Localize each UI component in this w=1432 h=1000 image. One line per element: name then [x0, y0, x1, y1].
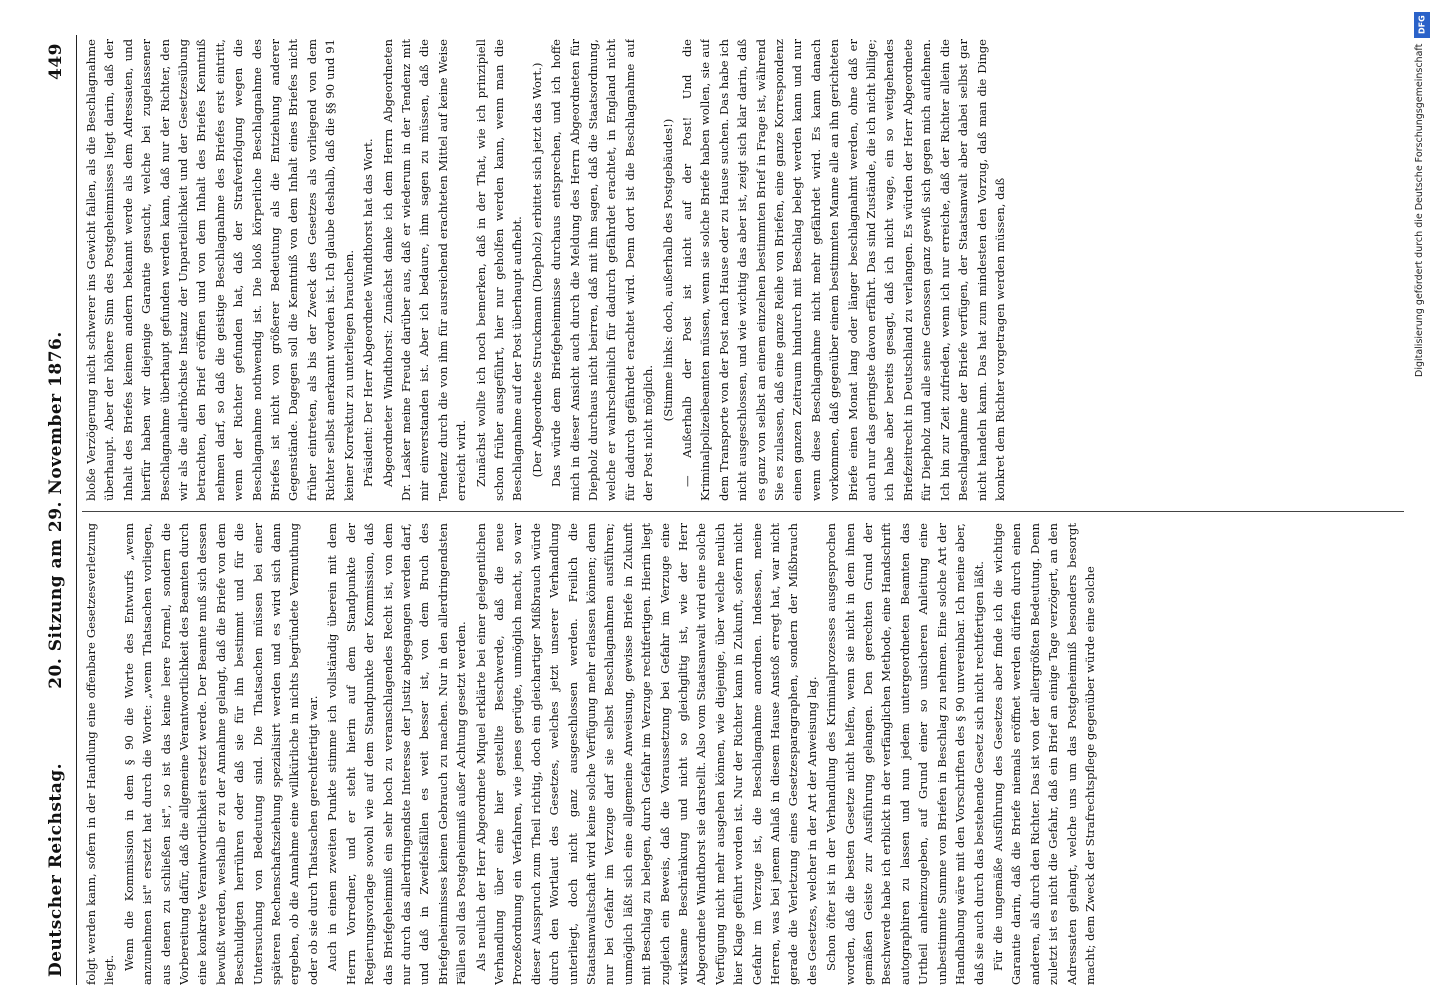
- paragraph: Wenn die Kommission in dem § 90 die Worte des Entwurfs „wenn anzunehmen ist" ersetzt hat durch die Worte: „wenn Thatsachen vorliegen, aus denen zu schließen ist", so ist das keine leere Formel, sondern die Vorbereitung dafür, daß die allgemeine Verantwortlichkeit des Beamten durch eine konkrete Verantwortlichkeit ersetzt werde. Der Beamte muß sich dessen bewußt werden, weshalb er zu der Annahme gelangt, daß die Briefe von dem Beschuldigten herrühren oder daß sie für ihn bestimmt und für die Untersuchung von Bedeutung sind. Die Thatsachen müssen bei einer späteren Rechenschaftsziehung spezialisirt werden und es wird sich dann ergeben, ob die Annahme eine willkürliche in nichts begründete Vermuthung oder ob sie durch Thatsachen gerechtfertigt war.: [121, 523, 320, 985]
- header-page-number: 449: [46, 43, 66, 80]
- paragraph: Auch in einem zweiten Punkte stimme ich vollständig überein mit dem Herrn Vorredner, und er steht hierin auf dem Standpunkte der Regierungsvorlage sowohl wie auf dem Standpunkte der Kommission, daß das Briefgeheimniß ein sehr hoch zu veranschlagendes Recht ist, von dem nur durch das allerdringendste Interesse der Justiz abgegangen werden darf, und daß in Zweifelsfällen es weit besser ist, von dem Bruch des Briefgeheimnisses keinen Gebrauch zu machen. Nur in den allerdringendsten Fällen soll das Postgeheimniß außer Achtung gesetzt werden.: [325, 523, 469, 985]
- paragraph: Als neulich der Herr Abgeordnete Miquel erklärte bei einer gelegentlichen Verhandlung über eine hier gestellte Beschwerde, daß die neue Prozeßordnung ein Verfahren, wie jenes gerügte, unmöglich macht, so war dieser Ausspruch zum Theil richtig, doch ein gleichartiger Mißbrauch würde durch den Wortlaut des Gesetzes, welches jetzt unserer Verhandlung unterliegt, doch nicht ganz ausgeschlossen werden. Freilich die Staatsanwaltschaft wird keine solche Verfügung mehr erlassen können; denn nur bei Gefahr im Verzuge darf sie selbst Beschlagnahmen ausführen; unmöglich läßt sich eine allgemeine Anweisung, gewisse Briefe in Zukunft mit Beschlag zu belegen, durch Gefahr im Verzuge rechtfertigen. Hierin liegt zugleich ein Beweis, daß die Voraussetzung bei Gefahr im Verzuge eine wirksame Beschränkung und nicht so gleichgiltig ist, wie der Herr Abgeordnete Windthorst sie darstellt. Also vom Staatsanwalt wird eine solche Verfügung nicht mehr ausgehen können, wie diejenige, über welche neulich hier Klage geführt worden ist. Nur der Richter kann in Zukunft, sofern nicht Gefahr im Verzuge ist, die Beschlagnahme anordnen. Indessen, meine Herren, was bei jenem Anlaß in diesem Hause Anstoß erregt hat, war nicht gerade die Verletzung eines Gesetzesparagraphen, sondern der Mißbrauch des Gesetzes, welcher in der Art der Anweisung lag.: [473, 523, 819, 985]
- speaker-paragraph: Abgeordneter Windthorst: Zunächst danke ich dem Herrn Abgeordneten Dr. Lasker meine Freude darüber aus, daß er wiederum in der Tendenz mit mir einverstanden ist. Aber ich bedaure, ihm sagen zu müssen, daß die Tendenz durch die von ihm für ausreichend erachteten Mittel auf keine Weise erreicht wird.: [380, 39, 469, 501]
- text-column-left: [82, 523, 1408, 985]
- column-divider: [82, 511, 1404, 512]
- paragraph: Das würde dem Briefgeheimnisse durchaus entsprechen, und ich hoffe mich in dieser Ansicht auch durch die Meldung des Herrn Abgeordneten für Diepholz durchaus nicht beirren, daß mit ihm sagen, daß die Staatsordnung, welche er wahrscheinlich für dadurch gefährdet erachtet, in England nicht für dadurch gefährdet erachtet wird. Denn dort ist die Beschlagnahme auf der Post nicht möglich.: [549, 39, 656, 501]
- stage-direction: (Der Abgeordnete Struckmann (Diepholz) erbittet sich jetzt das Wort.): [529, 62, 544, 478]
- paragraph: Für die ungemäße Ausführung des Gesetzes aber finde ich die wichtige Garantie darin, daß die Briefe niemals eröffnet werden dürfen durch einen anderen, als durch den Richter. Das ist von der allergrößten Bedeutung. Denn zuletzt ist es nicht die Gefahr, daß ein Brief an einige Tage verzögert, an den Adressaten gelangt, welche uns um das Postgeheimniß besonders besorgt macht; dem Zweck der Strafrechtspflege gegenüber würde eine solche: [990, 523, 1097, 985]
- funding-credit: Digitalisierung gefördert durch die Deutsche Forschungsgemeinschaft: [1414, 44, 1425, 378]
- header-session: 20. Sitzung am 29. November 1876.: [46, 331, 66, 689]
- paragraph: bloße Verzögerung nicht schwerer ins Gewicht fallen, als die Beschlagnahme überhaupt. Aber der höhere Sinn des Postgeheimnisses liegt darin, daß der Inhalt des Briefes keinem andern bekannt werde als dem Adressaten, und hierfür haben wir diejenige Garantie gesucht, welche bei zugelassener Beschlagnahme überhaupt gefunden werden kann, daß nur der Richter, den wir als die allerhöchste Instanz der Unparteilichkeit und der Gesetzesübung betrachten, den Brief eröffnen und von dem Inhalt des Briefes Kenntniß nehmen darf, so daß die geistige Beschlagnahme des Briefes erst eintritt, wenn der Richter gefunden hat, daß der Strafverfolgung wegen die Beschlagnahme nothwendig ist. Die bloß körperliche Beschlagnahme des Briefes ist nicht von größerer Bedeutung als die Entziehung anderer Gegenstände. Dagegen soll die Kenntniß von dem Inhalt eines Briefes nicht früher eintreten, als bis der Zweck des Gesetzes als vorliegend von dem Richter selbst anerkannt worden ist. Ich glaube deshalb, daß die §§ 90 und 91 keiner Korrektur zu unterliegen brauchen.: [84, 39, 356, 501]
- paragraph: folgt werden kann, sofern in der Handlung eine offenbare Gesetzesverletzung liegt.: [84, 523, 117, 985]
- interjection: (Stimme links: doch, außerhalb des Postgebäudes!): [660, 118, 675, 422]
- speaker-paragraph: Präsident: Der Herr Abgeordnete Windthorst hat das Wort.: [361, 138, 376, 487]
- paragraph: Schon öfter ist in der Verhandlung des Kriminalprozesses ausgesprochen worden, daß die besten Gesetze nicht helfen, wenn sie nicht in dem ihnen gemäßen Geiste zur Ausführung gelangen. Den gerechten Grund der Beschwerde habe ich erblickt in der verfänglichen Methode, eine Handschrift autographiren zu lassen und nun jedem untergeordneten Beamten das Urtheil anheimzugeben, auf Grund einer so unsicheren Anleitung eine unbestimmte Summe von Briefen in Beschlag zu nehmen. Eine solche Art der Handhabung wäre mit den Vorschriften des § 90 unvereinbar. Ich meine aber, daß sie auch durch das bestehende Gesetz sich nicht rechtfertigen läßt.: [824, 523, 986, 985]
- header-publication: Deutscher Reichstag.: [46, 762, 66, 977]
- paragraph: — Außerhalb der Post ist nicht auf der Post! Und die Kriminalpolizeibeamten müssen, wenn sie solche Briefe haben wollen, sie auf dem Transporte von der Post nach Hause oder zu Hause suchen. Das habe ich nicht ausgeschlossen, und wie wichtig das aber ist, zeigt sich klar darin, daß es ganz von selbst an einem einzelnen bestimmten Brief in Frage ist, während Sie es zulassen, daß eine ganze Reihe von Briefen, eine ganze Korrespondenz einen ganzen Zeitraum hindurch mit Beschlag belegt werden kann und nur wenn diese Beschlagnahme nicht mehr gefährdet wird. Es kann danach vorkommen, daß gegenüber einem bestimmten Manne alle an ihn gerichteten Briefe einen Monat lang oder länger beschlagnahmt werden, ohne daß er auch nur das geringste davon erfährt. Das sind Zustände, die ich nicht billige; ich habe aber bereits gesagt, daß ich nicht wage, ein so weitgehendes Briefzeitrecht in Deutschland zu verlangen. Es würden der Herr Abgeordnete für Diepholz und alle seine Genossen ganz gewiß sich gegen mich auflehnen. Ich bin zur Zeit zufrieden, wenn ich nur erreiche, daß der Richter allein die Beschlagnahme der Briefe verfügen, der Staatsanwalt aber dabei selbst gar nicht handeln kann. Das hat zum mindesten den Vorzug, daß man die Dinge konkret dem Richter vorgetragen werden müssen, daß: [680, 39, 1007, 501]
- text-column-right: [82, 39, 1408, 501]
- digitization-sidebar: [1412, 6, 1432, 996]
- paragraph: Zunächst wollte ich noch bemerken, daß in der That, wie ich prinzipiell schon früher ausgeführt, hier nur geholfen werden kann, wenn man die Beschlagnahme auf der Post überhaupt aufhebt.: [473, 39, 525, 501]
- dfg-logo: DFG: [1414, 12, 1430, 38]
- rotated-page-content: [38, 35, 1408, 985]
- page-header: [38, 35, 77, 985]
